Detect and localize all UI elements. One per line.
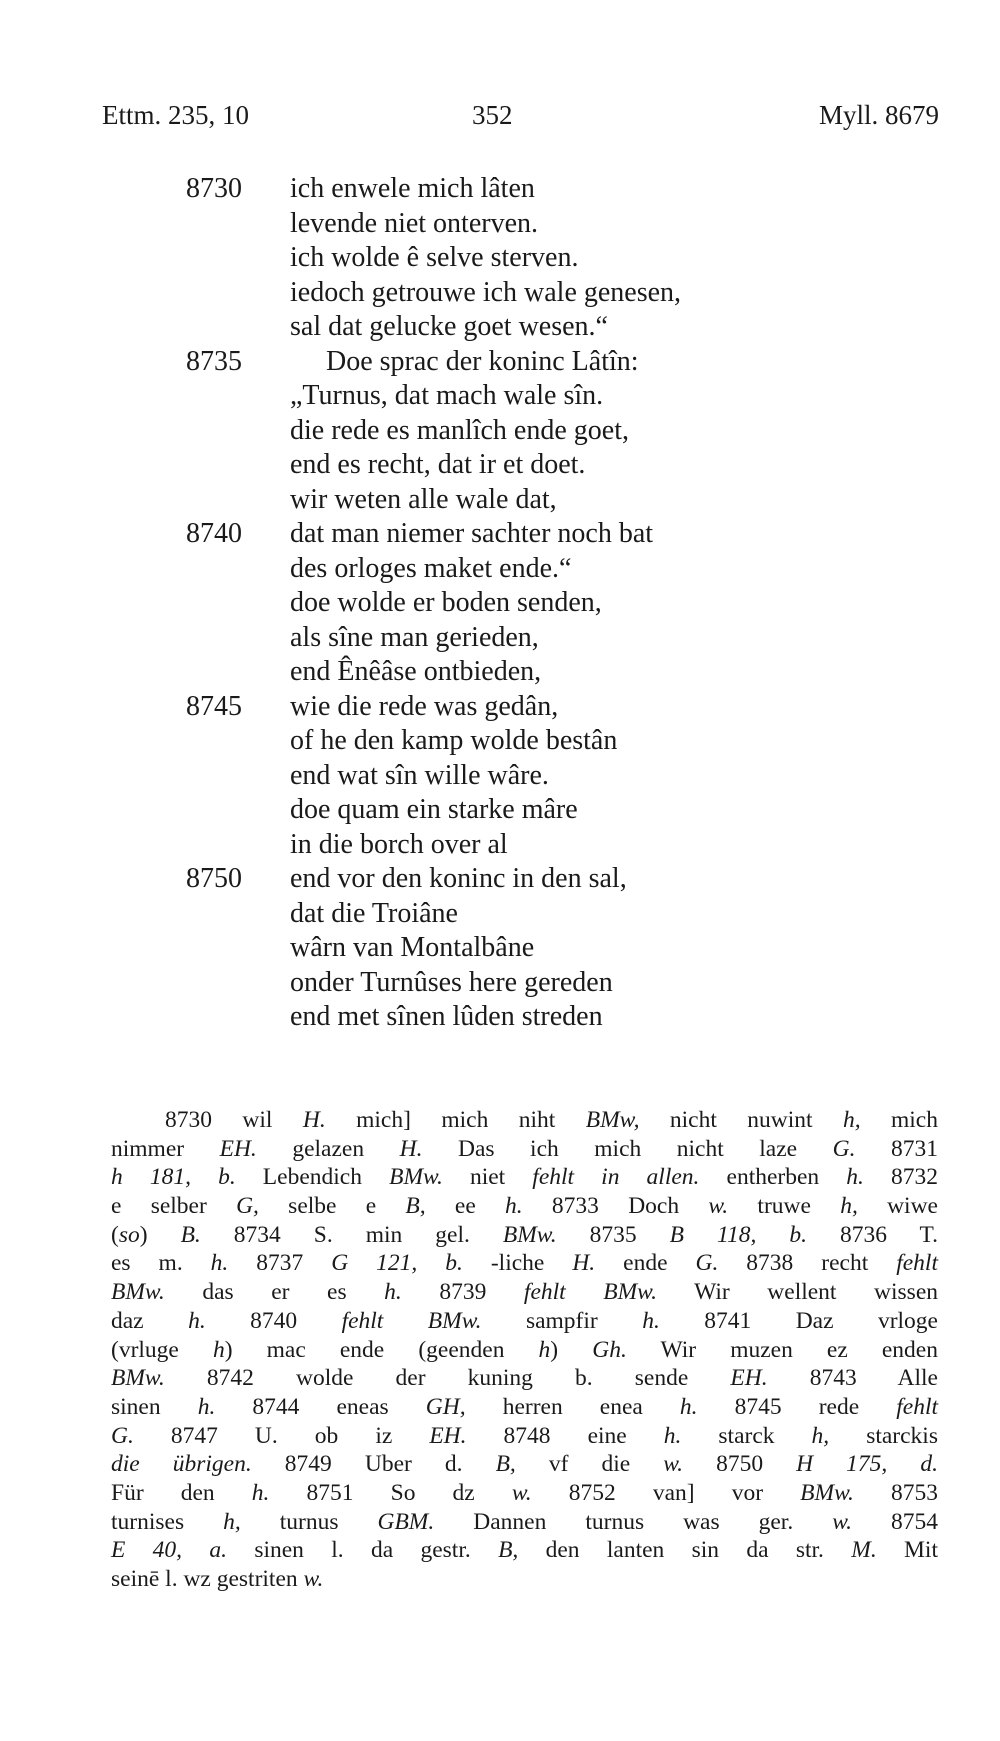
verse-line: [0, 931, 1000, 966]
verse-line: [0, 621, 1000, 656]
verse-text-line: als sîne man gerieden,: [290, 621, 539, 653]
apparatus-line: (so) B. 8734 S. min gel. BMw. 8735 B 118, b. 8736 T.: [111, 1221, 939, 1248]
verse-text-line: end vor den koninc in den sal,: [290, 863, 627, 894]
verse-line: [0, 1000, 1000, 1035]
verse-text: [0, 172, 1000, 1035]
verse-text-line: „Turnus, dat mach wale sîn.: [290, 380, 604, 411]
verse-text-line: doe quam ein starke mâre: [290, 794, 578, 825]
verse-text-line: end met sînen lûden streden: [290, 1001, 603, 1032]
verse-line: [0, 379, 1000, 414]
apparatus-line: 8730 wil H. mich] mich niht BMw, nicht nuwint h, mich: [165, 1107, 938, 1133]
apparatus-line: die übrigen. 8749 Uber d. B, vf die w. 8750 H 175, d.: [111, 1451, 938, 1478]
verse-text-line: iedoch getrouwe ich wale genesen,: [290, 276, 682, 308]
verse-line: [0, 586, 1000, 621]
verse-line: [0, 483, 1000, 518]
line-number: 8740: [186, 518, 242, 549]
verse-line: [0, 655, 1000, 690]
verse-text-line: dat die Troiâne: [290, 897, 458, 929]
apparatus-line: BMw. 8742 wolde der kuning b. sende EH. 8743 Alle: [111, 1365, 938, 1392]
page-number: 352: [472, 100, 513, 130]
verse-line: [0, 517, 1000, 552]
apparatus-line: BMw. das er es h. 8739 fehlt BMw. Wir wellent wissen: [111, 1279, 938, 1306]
verse-text-line: sal dat gelucke goet wesen.“: [290, 311, 608, 342]
critical-apparatus: [111, 1106, 938, 1594]
verse-line: [0, 897, 1000, 932]
verse-line: [0, 828, 1000, 863]
verse-text-line: des orloges maket ende.“: [290, 552, 572, 584]
apparatus-line: sinen h. 8744 eneas GH, herren enea h. 8745 rede fehlt: [111, 1393, 939, 1420]
verse-line: [0, 241, 1000, 276]
apparatus-line: h 181, b. Lebendich BMw. niet fehlt in allen. entherben h. 8732: [111, 1164, 939, 1191]
verse-text-line: doe wolde er boden senden,: [290, 587, 602, 618]
verse-text-line: ich wolde ê selve sterven.: [290, 242, 579, 273]
verse-text-line: end wat sîn wille wâre.: [290, 759, 549, 791]
verse-line: [0, 724, 1000, 759]
verse-text-line: in die borch over al: [290, 828, 508, 860]
verse-line: [0, 552, 1000, 587]
verse-text-line: die rede es manlîch ende goet,: [290, 414, 629, 446]
apparatus-line: daz h. 8740 fehlt BMw. sampfir h. 8741 Daz vrloge: [111, 1307, 938, 1334]
running-header: [102, 100, 939, 140]
verse-line: [0, 862, 1000, 897]
apparatus-line: es m. h. 8737 G 121, b. -liche H. ende G. 8738 recht fehlt: [111, 1250, 938, 1277]
verse-text-line: ich enwele mich lâten: [290, 173, 535, 204]
apparatus-line: G. 8747 U. ob iz EH. 8748 eine h. starck h, starckis: [111, 1422, 938, 1449]
line-number: 8745: [186, 690, 242, 722]
verse-text-line: levende niet onterven.: [290, 207, 539, 239]
header-right-reference: Myll. 8679: [818, 100, 939, 130]
verse-line: [0, 345, 1000, 380]
verse-line: [0, 172, 1000, 207]
verse-text-line: end Ênêâse ontbieden,: [290, 656, 542, 687]
verse-line: [0, 207, 1000, 242]
verse-text-line: wie die rede was gedân,: [290, 690, 559, 722]
verse-line: [0, 276, 1000, 311]
verse-line: [0, 414, 1000, 449]
verse-line: [0, 793, 1000, 828]
verse-text-line: wir weten alle wale dat,: [290, 483, 557, 515]
verse-text-line: end es recht, dat ir et doet.: [290, 449, 586, 480]
line-number: 8730: [186, 173, 242, 204]
apparatus-line: Für den h. 8751 So dz w. 8752 van] vor BMw. 8753: [111, 1479, 939, 1506]
verse-text-line: of he den kamp wolde bestân: [290, 725, 618, 756]
verse-text-line: Doe sprac der koninc Lâtîn:: [326, 345, 639, 377]
verse-line: [0, 310, 1000, 345]
verse-line: [0, 448, 1000, 483]
apparatus-line: seinē l. wz gestriten w.: [111, 1566, 324, 1592]
header-left-reference: Ettm. 235, 10: [102, 100, 249, 130]
line-number: 8735: [186, 345, 242, 377]
verse-text-line: wârn van Montalbâne: [290, 932, 535, 963]
apparatus-line: nimmer EH. gelazen H. Das ich mich nicht laze G. 8731: [111, 1135, 938, 1162]
apparatus-line: E 40, a. sinen l. da gestr. B, den lanten sin da str. M. Mit: [111, 1537, 938, 1564]
apparatus-line: (vrluge h) mac ende (geenden h) Gh. Wir muzen ez enden: [111, 1336, 938, 1363]
verse-line: [0, 690, 1000, 725]
verse-line: [0, 966, 1000, 1001]
verse-text-line: dat man niemer sachter noch bat: [290, 518, 654, 549]
apparatus-line: e selber G, selbe e B, ee h. 8733 Doch w. truwe h, wiwe: [111, 1193, 938, 1220]
apparatus-line: turnises h, turnus GBM. Dannen turnus was ger. w. 8754: [111, 1508, 939, 1535]
line-number: 8750: [186, 863, 242, 894]
verse-line: [0, 759, 1000, 794]
verse-text-line: onder Turnûses here gereden: [290, 966, 613, 998]
